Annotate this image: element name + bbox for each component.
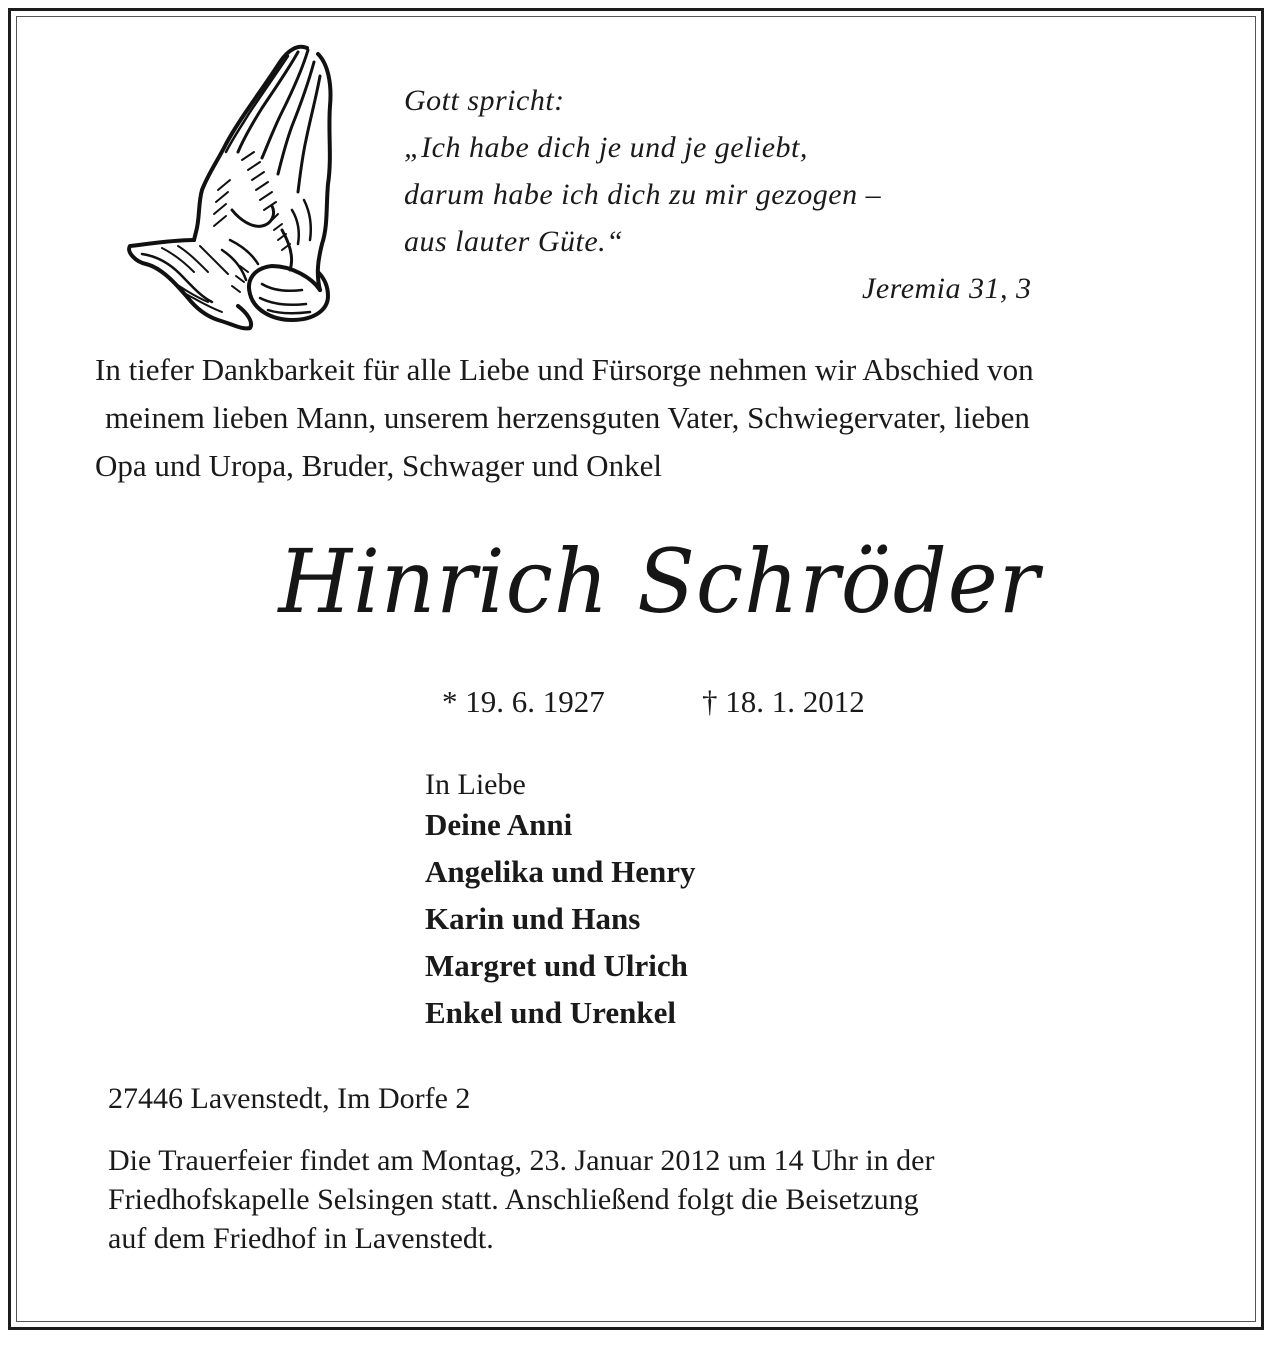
family-member: Karin und Hans	[425, 901, 641, 936]
death-date: † 18. 1. 2012	[702, 684, 865, 719]
verse-line-1: Gott spricht:	[404, 84, 565, 117]
intro-line-1: In tiefer Dankbarkeit für alle Liebe und Fürsorge nehmen wir Abschied von	[95, 352, 1034, 387]
intro-line-2: meinem lieben Mann, unserem herzensguten Vater, Schwiegervater, lieben	[105, 400, 1030, 435]
family-member: Angelika und Henry	[425, 854, 696, 889]
deceased-name: Hinrich Schröder	[278, 530, 1041, 633]
verse-line-3: darum habe ich dich zu mir gezogen –	[404, 178, 882, 211]
family-member: Deine Anni	[425, 807, 573, 842]
verse-line-4: aus lauter Güte.“	[404, 225, 624, 258]
family-member: Enkel und Urenkel	[425, 995, 676, 1030]
funeral-line-1: Die Trauerfeier findet am Montag, 23. Januar 2012 um 14 Uhr in der	[108, 1144, 935, 1177]
verse-line-2: „Ich habe dich je und je geliebt,	[404, 131, 808, 164]
funeral-line-3: auf dem Friedhof in Lavenstedt.	[108, 1222, 494, 1255]
intro-line-3: Opa und Uropa, Bruder, Schwager und Onkel	[95, 448, 662, 483]
signoff-intro: In Liebe	[425, 768, 526, 801]
birth-date: * 19. 6. 1927	[442, 684, 605, 719]
funeral-line-2: Friedhofskapelle Selsingen statt. Anschließend folgt die Beisetzung	[108, 1183, 919, 1216]
address: 27446 Lavenstedt, Im Dorfe 2	[108, 1082, 471, 1115]
praying-hands-icon	[122, 40, 347, 332]
verse-reference: Jeremia 31, 3	[862, 272, 1032, 305]
family-member: Margret und Ulrich	[425, 948, 688, 983]
